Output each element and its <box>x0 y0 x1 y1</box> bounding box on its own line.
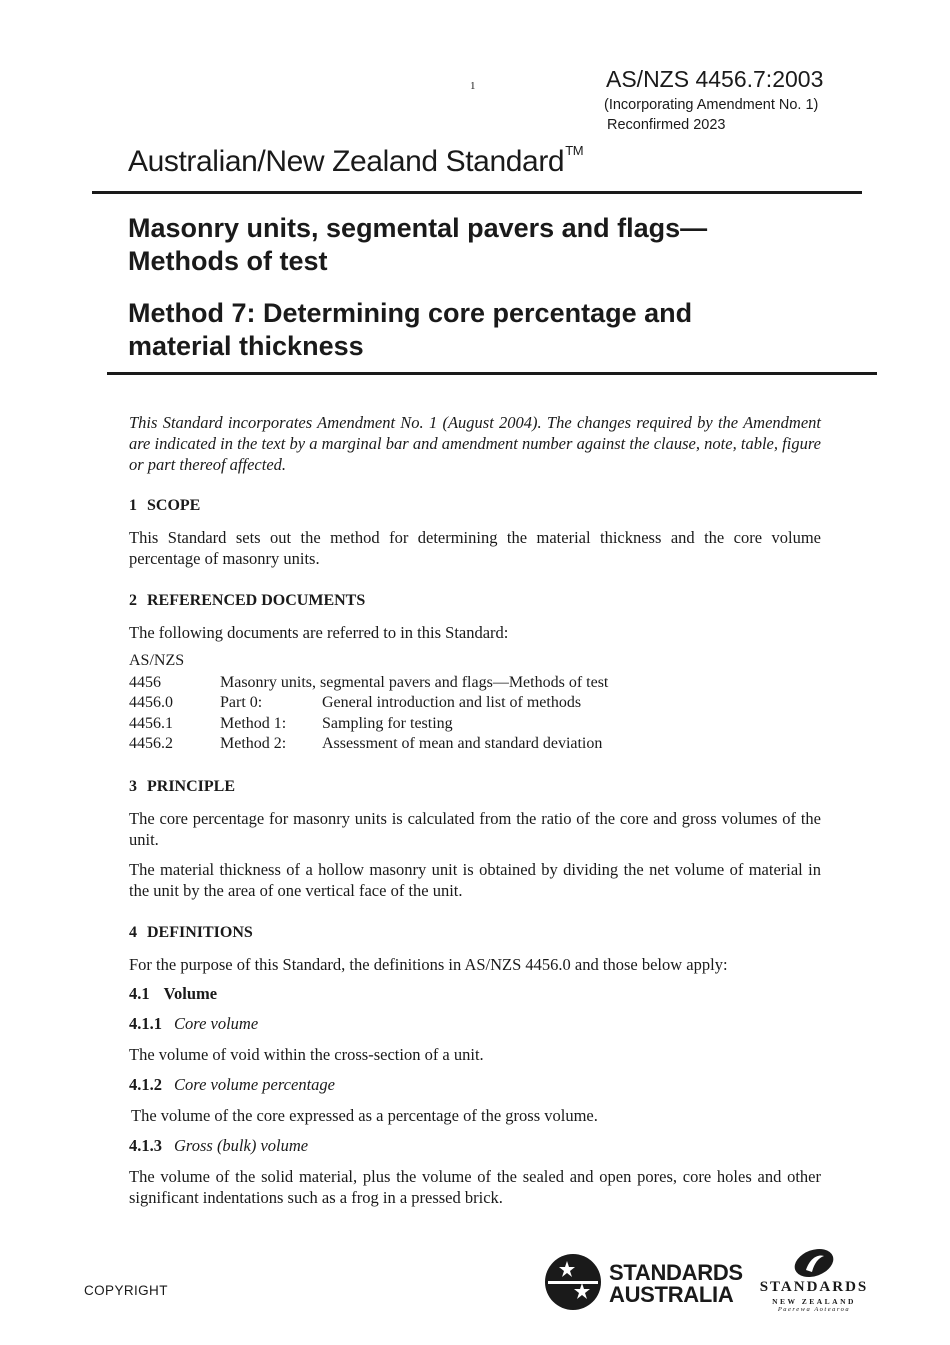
reference-part: Part 0: <box>220 694 263 711</box>
definition-term-text: Gross (bulk) volume <box>174 1136 309 1155</box>
section-heading-text: REFERENCED DOCUMENTS <box>147 592 366 609</box>
standard-code: AS/NZS 4456.7:2003 <box>606 66 824 92</box>
section-heading-text: SCOPE <box>147 497 201 514</box>
section-heading-principle <box>129 778 235 796</box>
snz-subline: NEW ZEALAND <box>772 1297 856 1306</box>
definition-term <box>129 1136 308 1156</box>
definition-number: 4.1.2 <box>129 1075 162 1094</box>
referenced-group-label: AS/NZS <box>129 652 185 669</box>
reference-part: Masonry units, segmental pavers and flags—Methods of test <box>220 674 609 691</box>
definition-text: The volume of the solid material, plus the volume of the sealed and open pores, core holes and other significant indentations such as a frog in a pressed brick. <box>129 1167 821 1207</box>
standards-australia-wordmark <box>609 1262 743 1306</box>
amendment-line: (Incorporating Amendment No. 1) <box>604 97 819 113</box>
title-line: material thickness <box>128 331 364 361</box>
copyright-label: COPYRIGHT <box>84 1283 168 1298</box>
snz-maori-line: Paerewa Aotearoa <box>777 1306 851 1313</box>
referenced-intro: The following documents are referred to in this Standard: <box>129 623 509 642</box>
reference-code: 4456.2 <box>129 735 173 752</box>
section-heading-referenced <box>129 592 365 610</box>
wordmark-line: STANDARDS <box>609 1260 743 1285</box>
standards-new-zealand-logo <box>754 1248 874 1313</box>
title-line: Masonry units, segmental pavers and flags— <box>128 213 708 243</box>
principle-paragraph: The core percentage for masonry units is calculated from the ratio of the core and gross volumes of the unit. <box>129 809 821 849</box>
subsection-title: Volume <box>163 984 218 1003</box>
definition-text: The volume of the core expressed as a percentage of the gross volume. <box>131 1106 598 1125</box>
definition-term <box>129 1075 335 1095</box>
reference-code: 4456.0 <box>129 694 173 711</box>
standards-new-zealand-emblem-icon <box>792 1248 836 1278</box>
definition-term-text: Core volume <box>174 1014 259 1033</box>
subsection-heading <box>129 984 217 1004</box>
amendment-note: This Standard incorporates Amendment No. 1 (August 2004). The changes required by the Amendment are indicated in the text by a marginal bar and amendment number against the clause, note, table, figure or part thereof affected. <box>129 413 821 474</box>
reference-code: 4456.1 <box>129 715 173 732</box>
title-line: Method 7: Determining core percentage and <box>128 298 693 328</box>
section-number: 2 <box>129 592 137 609</box>
definition-number: 4.1.3 <box>129 1136 162 1155</box>
principle-paragraph: The material thickness of a hollow masonry unit is obtained by dividing the net volume of material in the unit by the area of one vertical face of the unit. <box>129 860 821 900</box>
reference-title: Sampling for testing <box>322 715 453 732</box>
trademark-mark: TM <box>565 143 584 158</box>
title-rule <box>107 372 877 375</box>
definitions-intro: For the purpose of this Standard, the definitions in AS/NZS 4456.0 and those below apply: <box>129 955 728 974</box>
standards-australia-emblem-icon <box>544 1253 602 1311</box>
definition-term-text: Core volume percentage <box>174 1075 335 1094</box>
scope-paragraph: This Standard sets out the method for determining the material thickness and the core volume percentage of masonry units. <box>129 528 821 568</box>
section-number: 1 <box>129 497 137 514</box>
page-number: 1 <box>470 80 476 92</box>
reference-part: Method 1: <box>220 715 287 732</box>
reference-part: Method 2: <box>220 735 287 752</box>
reference-title: Assessment of mean and standard deviation <box>322 735 603 752</box>
top-rule <box>92 191 862 194</box>
subsection-number: 4.1 <box>129 984 150 1003</box>
definition-text: The volume of void within the cross-section of a unit. <box>129 1045 484 1064</box>
definition-term <box>129 1014 258 1034</box>
reference-title: General introduction and list of methods <box>322 694 582 711</box>
standard-series-title <box>128 143 583 179</box>
reconfirmed-line: Reconfirmed 2023 <box>607 117 726 133</box>
definition-number: 4.1.1 <box>129 1014 162 1033</box>
series-text: Australian/New Zealand Standard <box>128 145 565 178</box>
section-heading-scope <box>129 497 200 515</box>
section-heading-text: PRINCIPLE <box>147 778 236 795</box>
section-heading-text: DEFINITIONS <box>147 924 253 941</box>
reference-code: 4456 <box>129 674 161 691</box>
title-line: Methods of test <box>128 246 328 276</box>
method-title <box>128 297 692 363</box>
section-heading-definitions <box>129 924 253 942</box>
section-number: 3 <box>129 778 137 795</box>
section-number: 4 <box>129 924 137 941</box>
snz-wordmark: STANDARDS <box>759 1279 869 1295</box>
wordmark-line: AUSTRALIA <box>609 1282 734 1307</box>
document-title <box>128 212 707 278</box>
